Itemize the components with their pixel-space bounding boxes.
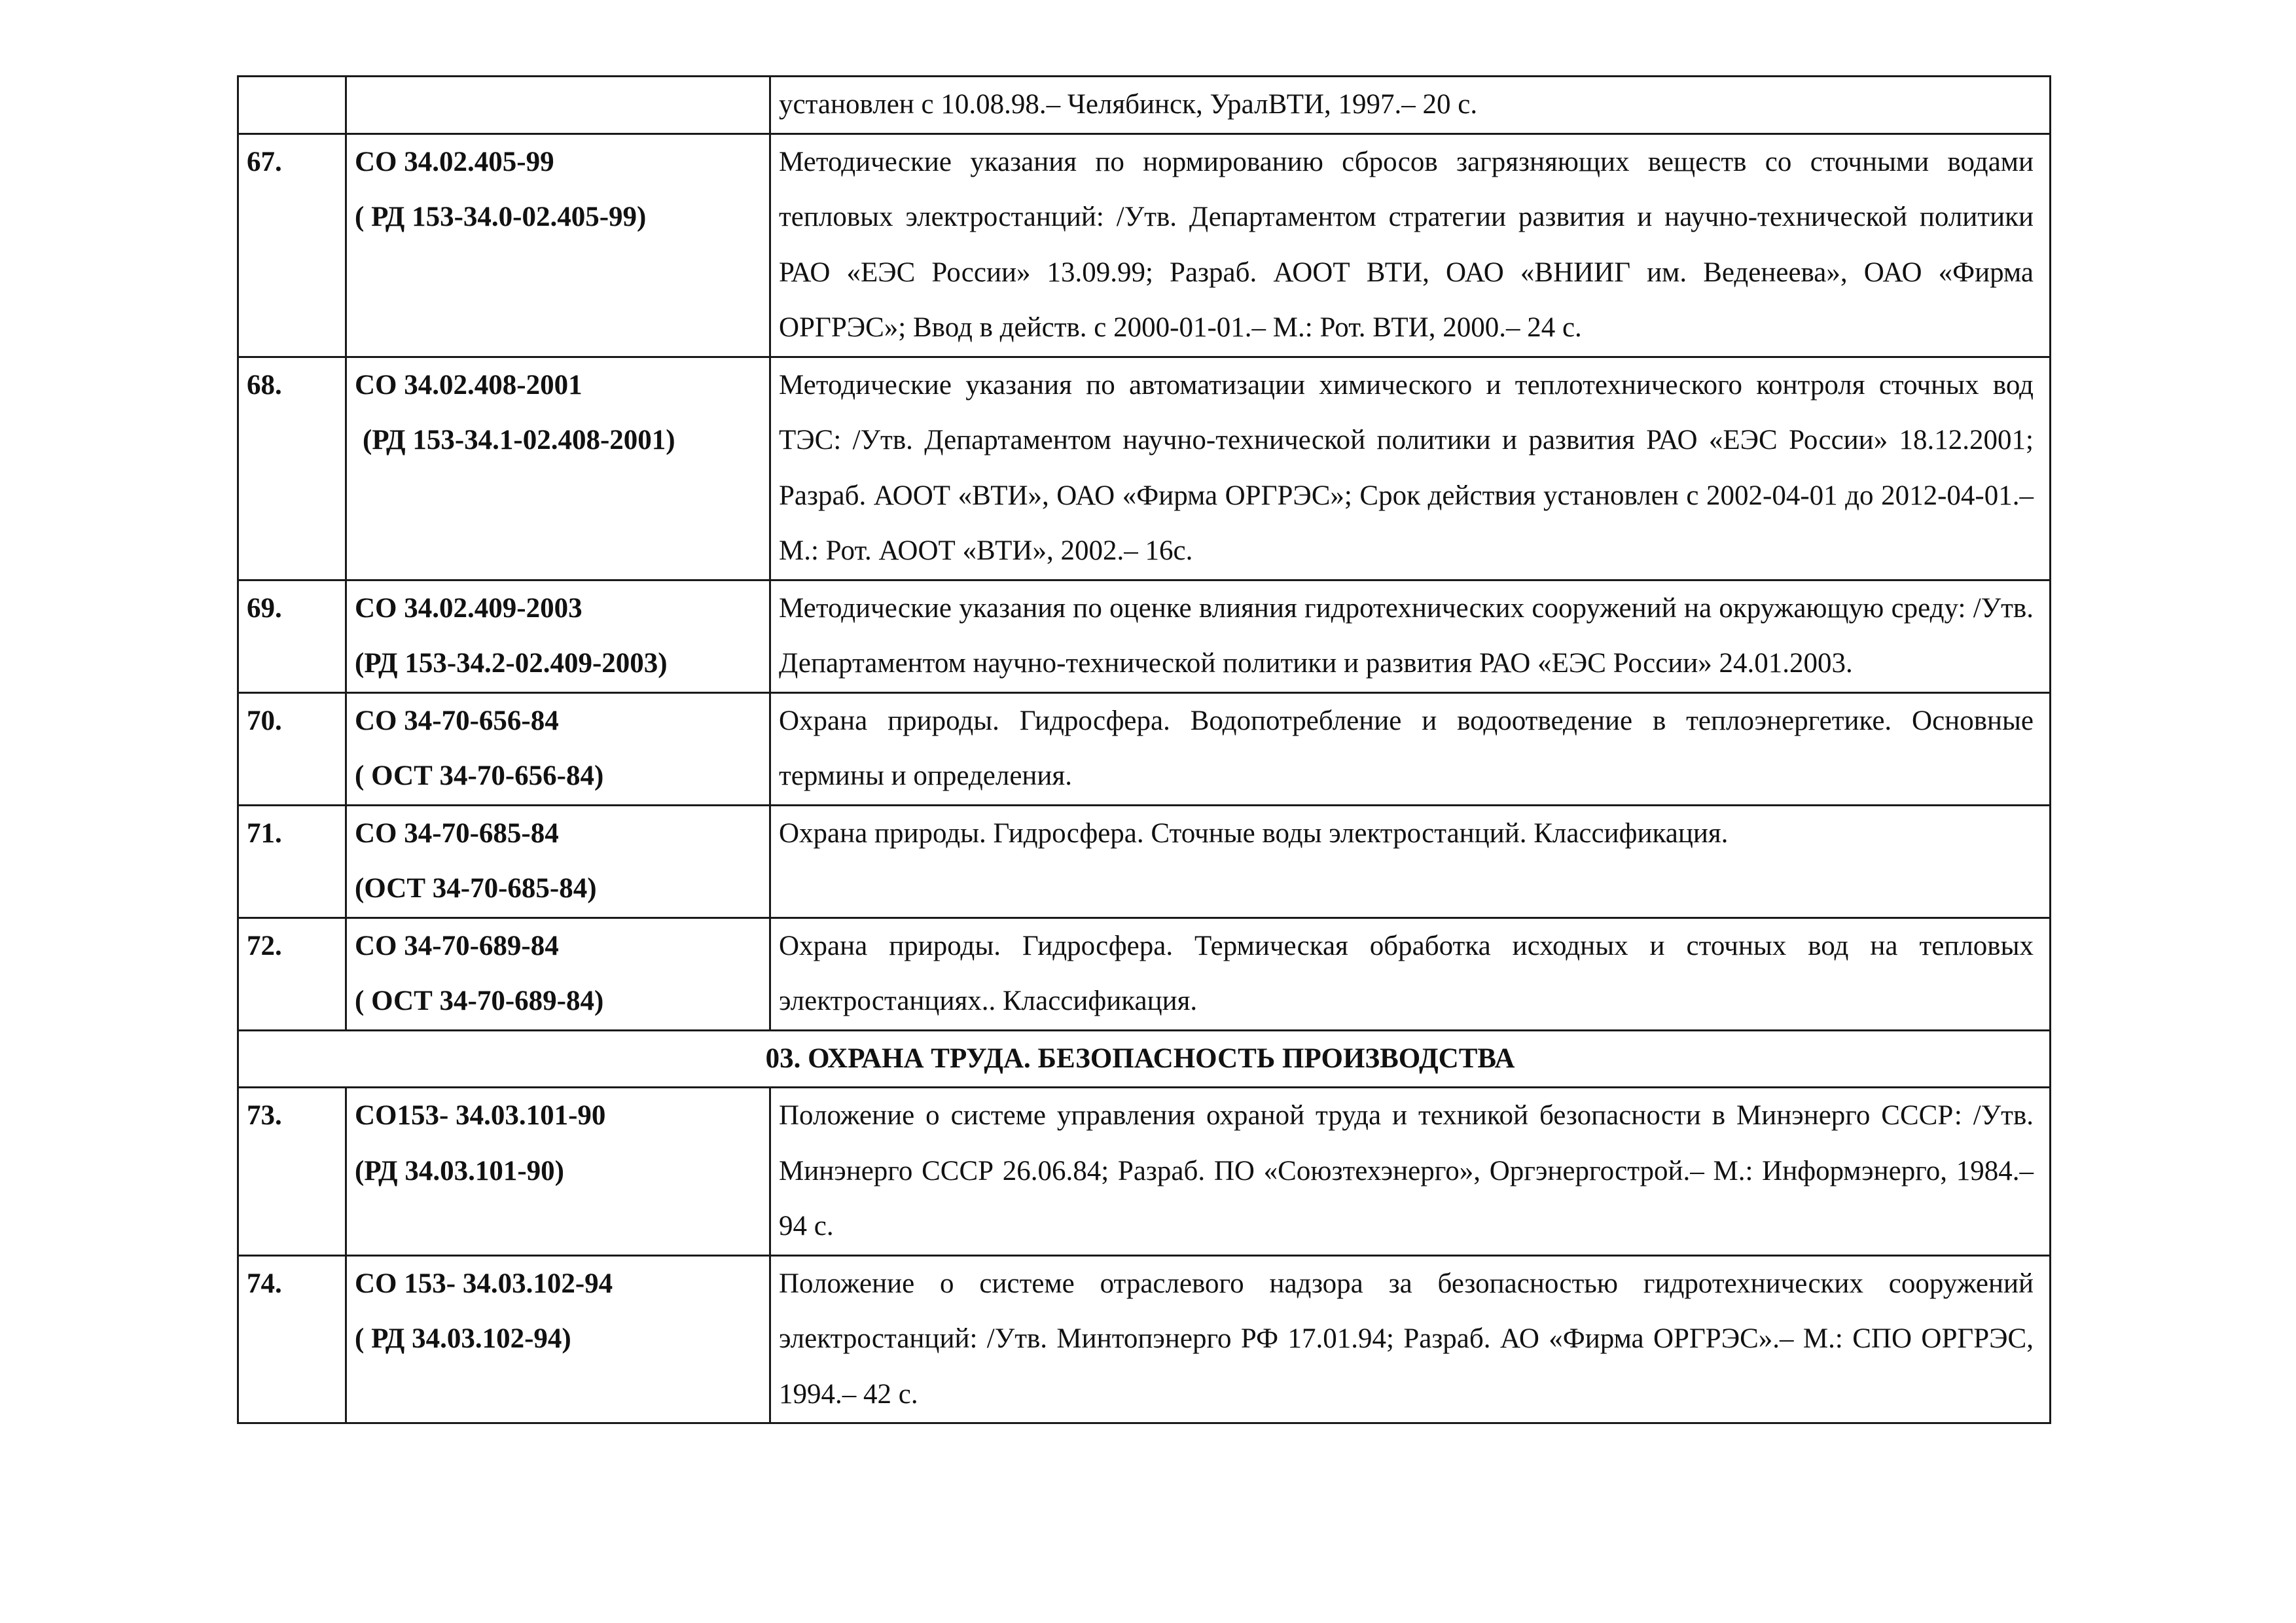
table-row xyxy=(238,918,2051,1030)
entry-alt-code: (РД 153-34.2-02.409-2003) xyxy=(355,648,668,679)
entry-code: СО 153- 34.03.102-94 xyxy=(355,1268,613,1299)
entry-description: Охрана природы. Гидросфера. Термическая обработка исходных и сточных вод на тепловых электростанциях.. Классификация. xyxy=(770,918,2051,1030)
table-row xyxy=(238,692,2051,805)
entry-code-cell xyxy=(346,918,770,1030)
entry-alt-code: ( РД 153-34.0-02.405-99) xyxy=(355,202,647,232)
entry-number: 69. xyxy=(238,580,346,692)
standards-table xyxy=(237,75,2051,1424)
entry-description: Охрана природы. Гидросфера. Водопотребление и водоотведение в теплоэнергетике. Основные термины и определения. xyxy=(770,692,2051,805)
entry-code: СО 34-70-656-84 xyxy=(355,705,559,736)
entry-description: Охрана природы. Гидросфера. Сточные воды электростанций. Классификация. xyxy=(770,805,2051,918)
table-row xyxy=(238,805,2051,918)
entry-code-cell xyxy=(346,134,770,357)
entry-code xyxy=(346,77,770,134)
table-row xyxy=(238,1088,2051,1256)
entry-alt-code: ( ОСТ 34-70-689-84) xyxy=(355,986,604,1016)
entry-code: СО 34-70-689-84 xyxy=(355,930,559,961)
entry-alt-code: (ОСТ 34-70-685-84) xyxy=(355,873,597,904)
entry-number: 72. xyxy=(238,918,346,1030)
entry-description: Методические указания по нормированию сбросов загрязняющих веществ со сточными водами тепловых электростанций: /Утв. Департаментом стратегии развития и научно-технической политики РАО «ЕЭС России» 13.09.99; Разраб. АООТ ВТИ, ОАО «ВНИИГ им. Веденеева», ОАО «Фирма ОРГРЭС»; Ввод в действ. с 2000-01-01.– М.: Рот. ВТИ, 2000.– 24 с. xyxy=(770,134,2051,357)
entry-code: СО 34.02.408-2001 xyxy=(355,369,583,401)
entry-code-cell xyxy=(346,805,770,918)
entry-alt-code: ( ОСТ 34-70-656-84) xyxy=(355,760,604,791)
entry-alt-code: ( РД 34.03.102-94) xyxy=(355,1323,571,1354)
entry-code: СО153- 34.03.101-90 xyxy=(355,1100,606,1131)
entry-description: Методические указания по оценке влияния гидротехнических сооружений на окружающую среду: /Утв. Департаментом научно-технической политики и развития РАО «ЕЭС России» 24.01.2003. xyxy=(770,580,2051,692)
entry-code-cell xyxy=(346,1088,770,1256)
table-row xyxy=(238,134,2051,357)
entry-number: 70. xyxy=(238,692,346,805)
entry-description: установлен с 10.08.98.– Челябинск, УралВТИ, 1997.– 20 с. xyxy=(770,77,2051,134)
entry-number: 73. xyxy=(238,1088,346,1256)
entry-number: 74. xyxy=(238,1255,346,1423)
section-row xyxy=(238,1030,2051,1088)
entry-alt-code: (РД 153-34.1-02.408-2001) xyxy=(363,425,675,455)
table-row xyxy=(238,580,2051,692)
entry-alt-code: (РД 34.03.101-90) xyxy=(355,1155,564,1186)
entry-code: СО 34.02.405-99 xyxy=(355,146,554,177)
entry-code: СО 34-70-685-84 xyxy=(355,817,559,849)
continuation-row xyxy=(238,77,2051,134)
entry-code-cell xyxy=(346,692,770,805)
entry-number xyxy=(238,77,346,134)
entry-description: Положение о системе отраслевого надзора за безопасностью гидротехнических сооружений электростанций: /Утв. Минтопэнерго РФ 17.01.94; Разраб. АО «Фирма ОРГРЭС».– М.: СПО ОРГРЭС, 1994.– 42 с. xyxy=(770,1255,2051,1423)
entry-description: Положение о системе управления охраной труда и техникой безопасности в Минэнерго СССР: /Утв. Минэнерго СССР 26.06.84; Разраб. ПО «Союзтехэнерго», Оргэнергострой.– М.: Информэнерго, 1984.– 94 с. xyxy=(770,1088,2051,1256)
table-row xyxy=(238,1255,2051,1423)
table-row xyxy=(238,357,2051,580)
entry-code-cell xyxy=(346,1255,770,1423)
entry-number: 67. xyxy=(238,134,346,357)
section-title: 03. ОХРАНА ТРУДА. БЕЗОПАСНОСТЬ ПРОИЗВОДСТВА xyxy=(238,1030,2051,1088)
entry-code-cell xyxy=(346,357,770,580)
entry-number: 68. xyxy=(238,357,346,580)
entry-number: 71. xyxy=(238,805,346,918)
entry-code: СО 34.02.409-2003 xyxy=(355,592,583,624)
entry-description: Методические указания по автоматизации химического и теплотехнического контроля сточных вод ТЭС: /Утв. Департаментом научно-технической политики и развития РАО «ЕЭС России» 18.12.2001; Разраб. АООТ «ВТИ», ОАО «Фирма ОРГРЭС»; Срок действия установлен с 2002-04-01 до 2012-04-01.– М.: Рот. АООТ «ВТИ», 2002.– 16с. xyxy=(770,357,2051,580)
entry-code-cell xyxy=(346,580,770,692)
